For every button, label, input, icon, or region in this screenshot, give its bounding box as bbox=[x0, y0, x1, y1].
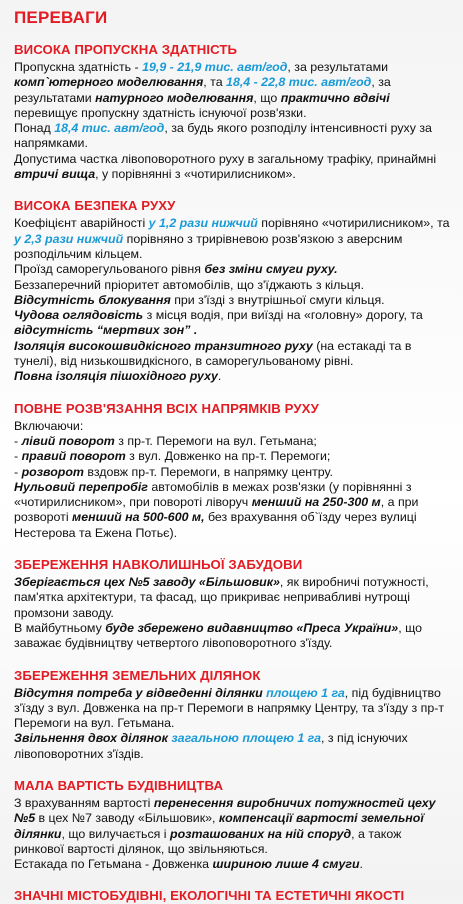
highlight-value: 18,4 - 22,8 тис. авт/год bbox=[226, 75, 372, 90]
section-heading: МАЛА ВАРТІСТЬ БУДІВНИЦТВА bbox=[14, 777, 224, 793]
emphasis-text: Повна ізоляція пішохідного руху bbox=[14, 369, 218, 384]
emphasis-text: перенесення виробничих потужностей цеху №5 bbox=[14, 795, 436, 826]
body-text: - bbox=[14, 464, 22, 479]
section bbox=[14, 778, 451, 872]
section-heading: ВИСОКА ПРОПУСКНА ЗДАТНІСТЬ bbox=[14, 42, 238, 57]
emphasis-text: Ізоляція високошвидкісного транзитного руху bbox=[14, 338, 313, 353]
emphasis-text: натурного моделювання bbox=[95, 90, 254, 105]
body-text: без врахування об`їзду через вулиці Нестерова та Ежена Потьє). bbox=[14, 510, 417, 540]
section-paragraph bbox=[14, 216, 451, 262]
body-text: Проїзд саморегульованого рівня bbox=[14, 262, 205, 277]
sections-container bbox=[14, 42, 451, 904]
page-title: ПЕРЕВАГИ bbox=[14, 8, 108, 27]
body-text: Понад bbox=[14, 121, 55, 136]
section-heading: ЗБЕРЕЖЕННЯ ЗЕМЕЛЬНИХ ДІЛЯНОК bbox=[14, 667, 261, 683]
body-text: в цех №7 заводу «Більшовик», bbox=[35, 811, 219, 826]
section-paragraph bbox=[14, 449, 451, 464]
body-text: , а також ринкової вартості ділянок, що звільняються. bbox=[14, 826, 402, 856]
section-paragraph bbox=[14, 121, 451, 152]
body-text: . bbox=[359, 857, 363, 872]
section-paragraph bbox=[14, 796, 451, 857]
body-text: , що bbox=[253, 90, 281, 105]
section-paragraph bbox=[14, 419, 451, 434]
section bbox=[14, 557, 451, 651]
body-text: , що вилучається і bbox=[61, 826, 170, 841]
body-text: з вул. Довженко на пр-т. Перемоги; bbox=[125, 449, 331, 464]
body-text: В майбутньому bbox=[14, 620, 106, 635]
section-heading: ВИСОКА БЕЗПЕКА РУХУ bbox=[14, 198, 176, 214]
section-paragraph bbox=[14, 686, 451, 732]
body-text: при з'їзді з внутрішньої смуги кільця. bbox=[170, 292, 385, 307]
section-paragraph bbox=[14, 293, 451, 308]
section-paragraph bbox=[14, 465, 451, 480]
body-text: з пр-т. Перемоги на вул. Гетьмана; bbox=[114, 433, 317, 448]
emphasis-text: втричі вища bbox=[14, 167, 96, 182]
body-text: Естакада по Гетьмана - Довженка bbox=[14, 857, 213, 872]
body-text: Коефіцієнт аварійності bbox=[14, 216, 149, 231]
body-text: , під будівництво з'їзду з вул. Довженка на пр-т Перемоги в напрямку Центру, та з'їзду з пр-т Перемоги на вул. Гетьмана. bbox=[14, 685, 445, 731]
highlight-value: загальною площею 1 га bbox=[171, 731, 322, 746]
body-text: порівняно з трирівневою розв'язкою з аверсним розподільчим кільцем. bbox=[14, 231, 403, 261]
highlight-value: площею 1 га bbox=[266, 685, 345, 700]
body-text: - bbox=[14, 433, 22, 448]
body-text: вздовж пр-т. Перемоги, в напрямку центру. bbox=[83, 464, 333, 479]
section-paragraph bbox=[14, 621, 451, 652]
emphasis-text: буде збережено видавництво «Преса України» bbox=[105, 620, 399, 635]
body-text: з місця водія, при виїзді на «головну» дорогу, та bbox=[143, 308, 423, 323]
emphasis-text: Нульовий перепробіг bbox=[14, 479, 148, 494]
emphasis-text: розворот bbox=[21, 464, 84, 479]
body-text: , з під існуючих лівоповоротних з'їздів. bbox=[14, 731, 408, 761]
emphasis-text: практично вдвічі bbox=[280, 90, 390, 105]
body-text: перевищує пропускну здатність існуючої розв'язки. bbox=[14, 105, 307, 120]
body-text: , та bbox=[203, 75, 227, 90]
highlight-value: у 1,2 рази нижчий bbox=[148, 216, 258, 231]
body-text: , за результатами bbox=[287, 60, 389, 74]
emphasis-text: менший на 250-300 м bbox=[251, 495, 381, 510]
body-text: , а при розвороті bbox=[14, 495, 419, 525]
section-paragraph bbox=[14, 60, 451, 121]
body-text: Пропускна здатність - bbox=[14, 60, 143, 74]
emphasis-text: без зміни смуги руху. bbox=[204, 262, 338, 277]
emphasis-text: лівий поворот bbox=[21, 433, 115, 448]
highlight-value: у 2,3 рази нижчий bbox=[14, 231, 124, 246]
section-paragraph bbox=[14, 339, 451, 370]
section-paragraph bbox=[14, 731, 451, 762]
body-text: порівняно «чотирилисником», та bbox=[257, 216, 450, 231]
section-heading: ПОВНЕ РОЗВ'ЯЗАННЯ ВСІХ НАПРЯМКІВ РУХУ bbox=[14, 400, 319, 416]
highlight-value: 18,4 тис. авт/год bbox=[54, 121, 165, 136]
highlight-value: 19,9 - 21,9 тис. авт/год bbox=[142, 60, 288, 74]
emphasis-text: Відсутня потреба у відведенні ділянки bbox=[14, 685, 267, 700]
body-text: З врахуванням вартості bbox=[14, 795, 154, 810]
body-text: - bbox=[14, 449, 22, 464]
section bbox=[14, 668, 451, 762]
body-text: автомобілів в межах розв'язки (у порівнянні з «чотирилисником», при повороті ліворуч bbox=[14, 479, 412, 510]
section-paragraph bbox=[14, 857, 451, 872]
emphasis-text: відсутність “мертвих зон” . bbox=[14, 323, 198, 338]
emphasis-text: Звільнення двох ділянок bbox=[14, 731, 172, 746]
section-paragraph bbox=[14, 434, 451, 449]
body-text: Включаючи: bbox=[14, 418, 84, 433]
emphasis-text: Зберігається цех №5 заводу «Більшовик» bbox=[14, 575, 280, 590]
section-paragraph bbox=[14, 369, 451, 384]
emphasis-text: правий поворот bbox=[21, 449, 126, 464]
section bbox=[14, 401, 451, 541]
emphasis-text: шириною лише 4 смуги bbox=[212, 857, 360, 872]
emphasis-text: Відсутність блокування bbox=[14, 292, 171, 307]
emphasis-text: Чудова оглядовість bbox=[14, 308, 144, 323]
section-paragraph bbox=[14, 262, 451, 277]
section bbox=[14, 888, 451, 904]
section-paragraph bbox=[14, 152, 451, 183]
emphasis-text: менший на 500-600 м, bbox=[72, 510, 205, 525]
body-text: . bbox=[217, 369, 222, 384]
body-text: , за будь якого розподілу інтенсивності руху за напрямками. bbox=[14, 121, 432, 151]
body-text: , як виробничі потужності, пам'ятка архітектури, та фасад, що прикриває непривабливі нутрощі промзони заводу. bbox=[14, 575, 429, 620]
emphasis-text: компенсації вартості земельної ділянки bbox=[14, 811, 424, 841]
section bbox=[14, 198, 451, 384]
emphasis-text: розташованих на ній споруд bbox=[170, 826, 352, 841]
body-text: Допустима частка лівоповоротного руху в загальному трафіку, принаймні bbox=[14, 151, 437, 166]
section-paragraph bbox=[14, 480, 451, 541]
section-heading: ЗБЕРЕЖЕННЯ НАВКОЛИШНЬОЇ ЗАБУДОВИ bbox=[14, 557, 303, 573]
body-text: , що заважає будівництву четвертого лівоповоротного з'їзду. bbox=[14, 620, 423, 651]
body-text: (на естакаді та в тунелі), від низькошвидкісного, в саморегульованому рівні. bbox=[14, 338, 412, 369]
section-heading: ЗНАЧНІ МІСТОБУДІВНІ, ЕКОЛОГІЧНІ ТА ЕСТЕТИЧНІ ЯКОСТІ bbox=[14, 888, 405, 904]
body-text: , у порівнянні з «чотирилисником». bbox=[95, 167, 296, 182]
body-text: Беззаперечний пріоритет автомобілів, що з'їджають з кільця. bbox=[14, 277, 365, 292]
body-text: , за результатами bbox=[14, 75, 391, 105]
section-paragraph bbox=[14, 308, 451, 339]
section-paragraph bbox=[14, 278, 451, 293]
section bbox=[14, 42, 451, 182]
section-paragraph bbox=[14, 575, 451, 621]
emphasis-text: комп`ютерного моделювання bbox=[14, 75, 204, 90]
